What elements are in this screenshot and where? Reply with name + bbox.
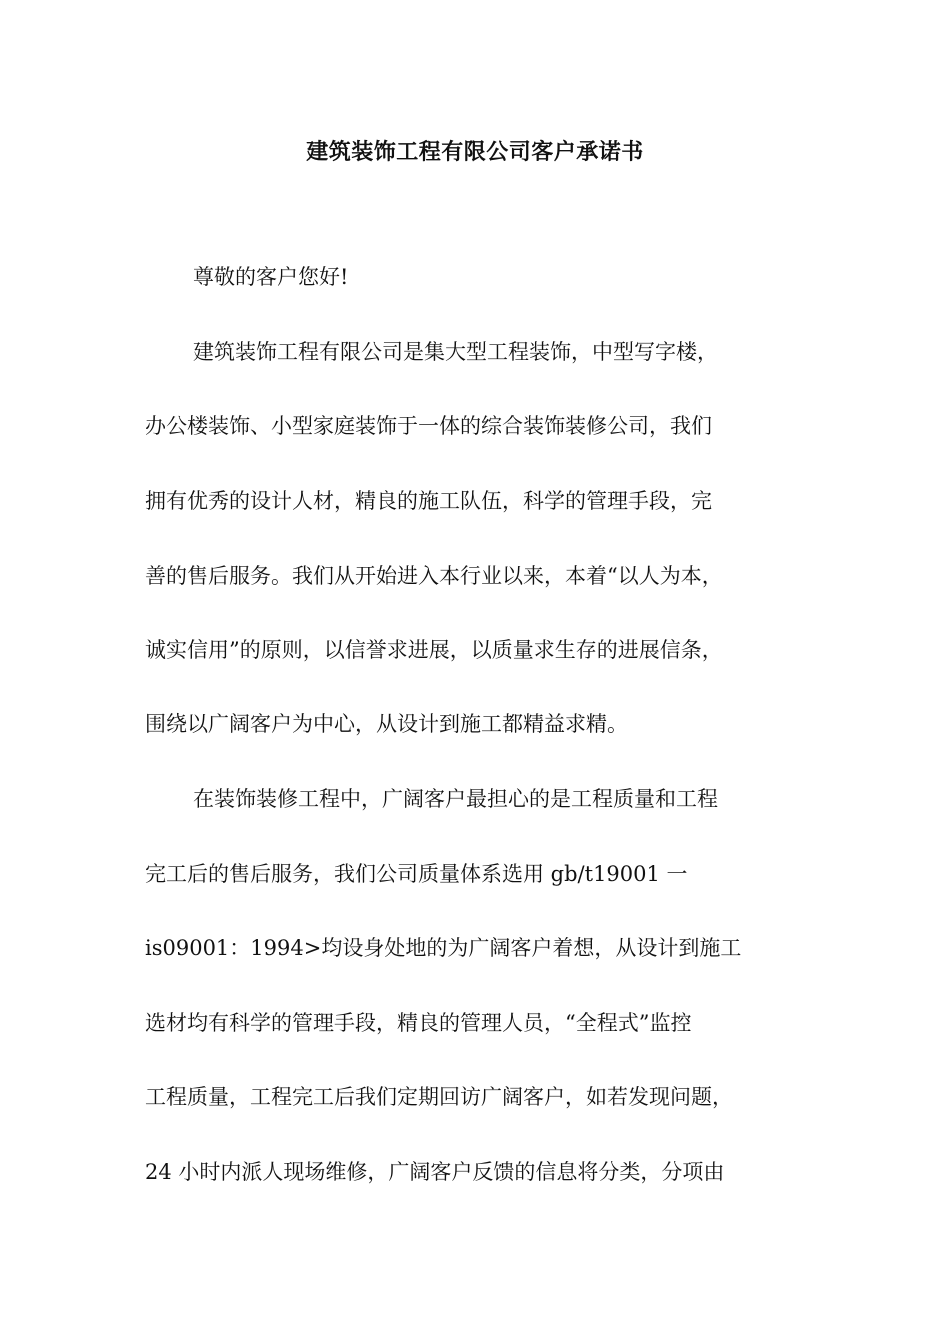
paragraph-line: 诚实信用”的原则，以信誉求进展，以质量求生存的进展信条， [145, 638, 723, 662]
greeting-text: 尊敬的客户您好! [193, 265, 349, 289]
paragraph-line: is09001：1994>均设身处地的为广阔客户着想，从设计到施工 [145, 936, 742, 960]
paragraph-line: 完工后的售后服务，我们公司质量体系选用 gb/t19001 一 [145, 862, 688, 886]
paragraph-line: 选材均有科学的管理手段，精良的管理人员，“全程式”监控 [145, 1011, 692, 1035]
paragraph-line: 建筑装饰工程有限公司是集大型工程装饰，中型写字楼， [193, 340, 718, 364]
paragraph-line: 工程质量，工程完工后我们定期回访广阔客户，如若发现问题， [145, 1085, 733, 1109]
paragraph-line: 拥有优秀的设计人材，精良的施工队伍，科学的管理手段，完 [145, 489, 712, 513]
document-title: 建筑装饰工程有限公司客户承诺书 [306, 139, 644, 165]
paragraph-line: 办公楼装饰、小型家庭装饰于一体的综合装饰装修公司，我们 [145, 414, 712, 438]
paragraph-line: 围绕以广阔客户为中心，从设计到施工都精益求精。 [145, 712, 628, 736]
paragraph-line: 善的售后服务。我们从开始进入本行业以来，本着“以人为本， [145, 564, 723, 588]
paragraph-line: 在装饰装修工程中，广阔客户最担心的是工程质量和工程 [193, 787, 718, 811]
paragraph-line: 24 小时内派人现场维修，广阔客户反馈的信息将分类，分项由 [145, 1160, 725, 1184]
